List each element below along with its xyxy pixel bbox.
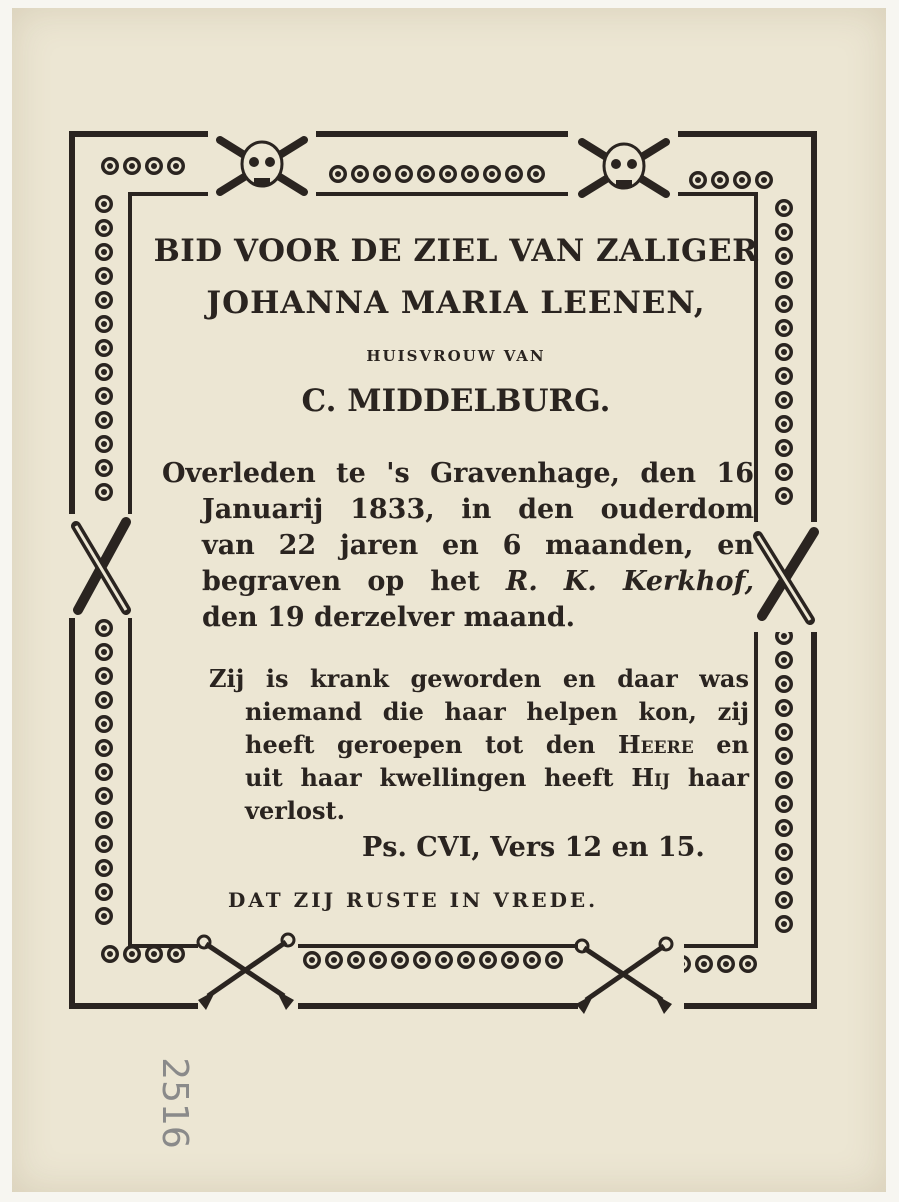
quote-line-3 — [209, 728, 749, 761]
relation-label: HUISVROUW VAN — [366, 347, 546, 365]
body-line-1: Overleden te 's Gravenhage, den 16 — [162, 458, 754, 489]
body-line-5: den 19 derzelver maand. — [202, 602, 576, 633]
scripture-quote — [209, 662, 749, 827]
quote-line-4 — [209, 761, 749, 794]
closing-line: DAT ZIJ RUSTE IN VREDE. — [228, 888, 599, 912]
scripture-reference: Ps. CVI, Vers 12 en 15. — [362, 832, 705, 863]
quote-line-1: Zij is krank geworden en daar was — [209, 664, 749, 693]
death-notice-paragraph — [162, 456, 754, 636]
memorial-card — [12, 8, 886, 1192]
body-line-3: van 22 jaren en 6 maanden, en — [202, 530, 754, 561]
quote-line-3-pre: heeft geroepen tot den — [245, 730, 596, 759]
heading-line-1: BID VOOR DE ZIEL VAN ZALIGER — [153, 233, 759, 269]
quote-line-3-post: en — [716, 730, 749, 759]
spouse-name: C. MIDDELBURG. — [301, 383, 611, 419]
quote-line-2: niemand die haar helpen kon, zij — [245, 697, 749, 726]
body-line-4 — [162, 564, 754, 600]
deceased-name: JOHANNA MARIA LEENEN, — [206, 285, 706, 321]
quote-line-5: verlost. — [245, 796, 345, 825]
body-line-4-text: begraven op het — [202, 566, 480, 597]
quote-line-4-pre: uit haar kwellingen heeft — [245, 763, 614, 792]
quote-line-4-post: haar — [687, 763, 750, 792]
cemetery-name: R. K. Kerkhof, — [505, 566, 754, 597]
quote-line-3-lord: Heere — [617, 730, 694, 759]
archive-number: 2516 — [154, 1057, 196, 1149]
body-line-2: Januarij 1833, in den ouderdom — [202, 494, 754, 525]
quote-line-4-he: Hij — [631, 763, 670, 792]
heading-block — [152, 230, 760, 422]
